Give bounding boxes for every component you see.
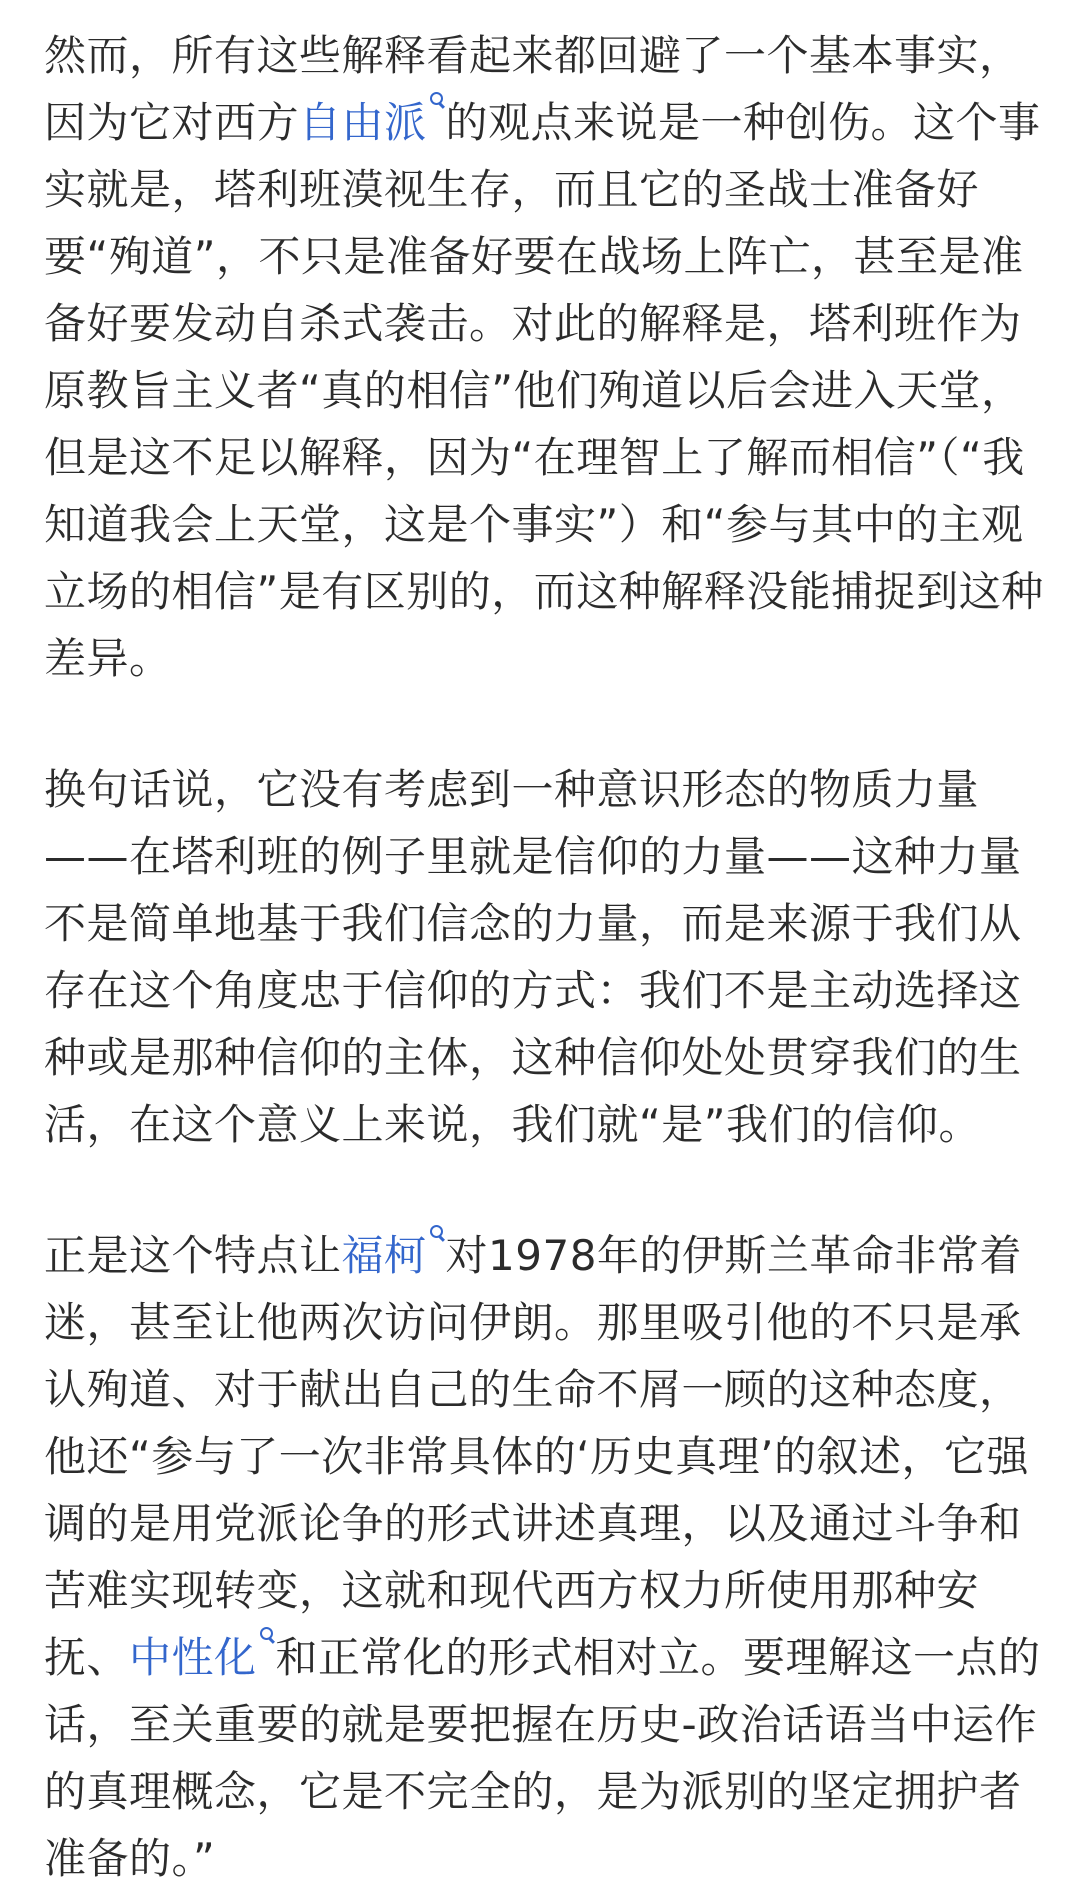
link-foucault[interactable] — [342, 1231, 446, 1280]
text-segment: 和正常化的形式相对立。要理解这一点的话，至关重要的就是要把握在历史-政治话语当中运作的真理概念，它是不完全的，是为派别的坚定拥护者准备的。” — [44, 1633, 1041, 1883]
link-label[interactable]: 自由派 — [299, 98, 427, 147]
article-body — [44, 22, 1044, 1892]
search-icon[interactable] — [429, 91, 444, 113]
search-icon[interactable] — [429, 1224, 444, 1246]
paragraph-1 — [44, 22, 1044, 692]
link-label[interactable]: 中性化 — [129, 1633, 257, 1682]
link-label[interactable]: 福柯 — [341, 1231, 427, 1280]
text-segment: 的观点来说是一种创伤。这个事实就是，塔利班漠视生存，而且它的圣战士准备好要“殉道”，不只是准备好要在战场上阵亡，甚至是准备好要发动自杀式袭击。对此的解释是，塔利班作为原教旨主义者“真的相信”他们殉道以后会进入天堂，但是这不足以解释，因为“在理智上了解而相信”（“我知道我会上天堂，这是个事实”）和“参与其中的主观立场的相信”是有区别的，而这种解释没能捕捉到这种差异。 — [44, 98, 1044, 683]
text-segment: 对1978年的伊斯兰革命非常着迷，甚至让他两次访问伊朗。那里吸引他的不只是承认殉道、对于献出自己的生命不屑一顾的这种态度，他还“参与了一次非常具体的‘历史真理’的叙述，它强调的是用党派论争的形式讲述真理，以及通过斗争和苦难实现转变，这就和现代西方权力所使用那种安抚、 — [44, 1231, 1029, 1682]
text-segment: 然而，所有这些解释看起来都回避了一个基本事实，因为它对西方 — [44, 31, 1022, 147]
paragraph-2 — [44, 756, 1044, 1158]
link-liberal[interactable] — [299, 98, 446, 147]
text-segment: 正是这个特点让 — [44, 1231, 342, 1280]
search-icon[interactable] — [259, 1626, 274, 1648]
link-neutralization[interactable] — [129, 1633, 276, 1682]
text-segment: 换句话说，它没有考虑到一种意识形态的物质力量——在塔利班的例子里就是信仰的力量——这种力量不是简单地基于我们信念的力量，而是来源于我们从存在这个角度忠于信仰的方式：我们不是主动选择这种或是那种信仰的主体，这种信仰处处贯穿我们的生活，在这个意义上来说，我们就“是”我们的信仰。 — [44, 765, 1022, 1149]
paragraph-3 — [44, 1222, 1044, 1892]
